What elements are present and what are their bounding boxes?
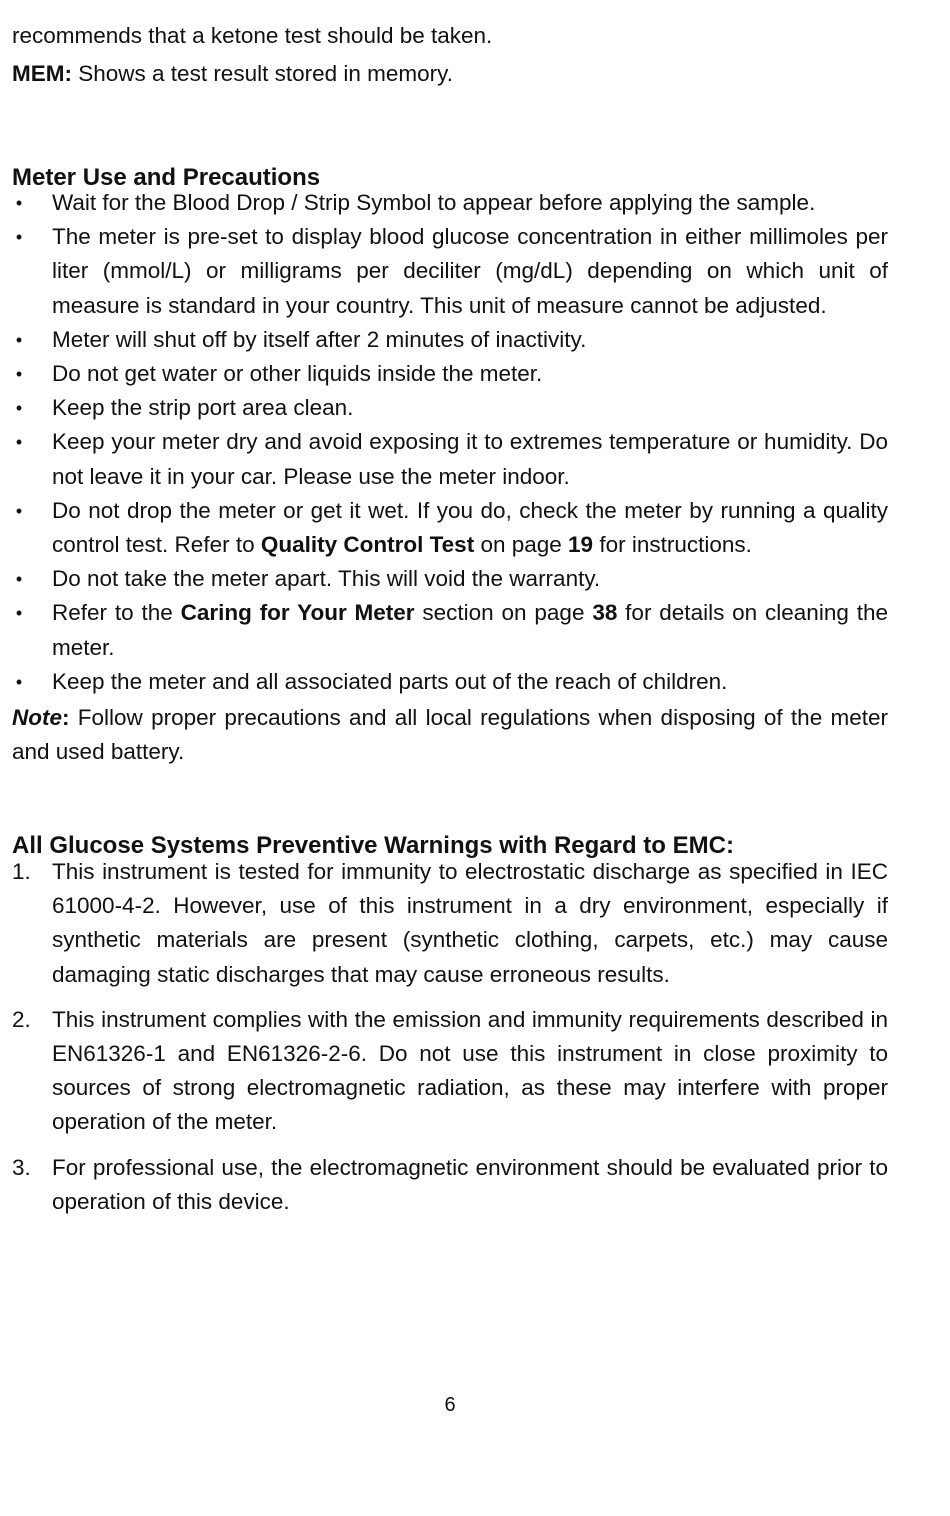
list-item-text: Keep your meter dry and avoid exposing it to extremes temperature or humidity. Do not leave it in your car. Please use the meter indoor. — [52, 429, 888, 489]
list-item-text: This instrument is tested for immunity to electrostatic discharge as specified in IEC 61000-4-2. However, use of this instrument in a dry environment, especially if synthetic materials are present (synthetic clothing, carpets, etc.) may cause damaging static discharges that may cause erroneous results. — [52, 859, 888, 987]
note-text: Follow proper precautions and all local regulations when disposing of the meter and used battery. — [12, 705, 888, 765]
list-item-text: Wait for the Blood Drop / Strip Symbol to appear before applying the sample. — [52, 190, 816, 215]
list-item — [12, 323, 888, 357]
list-item-text-post: for instructions. — [593, 532, 752, 558]
list-item — [12, 562, 888, 596]
bullet-icon: • — [15, 364, 23, 385]
list-item-text-pre: Refer to the — [52, 600, 181, 626]
item-number: 3. — [12, 1154, 31, 1180]
list-item — [12, 855, 888, 992]
mem-description — [12, 57, 453, 91]
list-item-text-pre: Do not drop the meter or get it wet. If you do, check the meter by running a quality control test. Refer to — [52, 497, 888, 558]
emc-warnings-list — [12, 855, 888, 1230]
intro-line: recommends that a ketone test should be taken. — [12, 23, 493, 48]
note-label: Note — [12, 705, 62, 730]
list-item-text: The meter is pre-set to display blood glucose concentration in either millimoles per liter (mmol/L) or milligrams per deciliter (mg/dL) depending on which unit of measure is standard in your country. This unit of measure cannot be adjusted. — [52, 224, 888, 318]
bullet-icon: • — [15, 398, 23, 419]
item-number: 1. — [12, 859, 31, 884]
list-item — [12, 596, 888, 664]
list-item-text-mid: section on page — [414, 600, 593, 626]
list-item-text: Do not get water or other liquids inside the meter. — [52, 361, 543, 387]
list-item — [12, 1151, 888, 1219]
disposal-note — [12, 701, 888, 769]
list-item-text: For professional use, the electromagnetic environment should be evaluated prior to operation of this device. — [52, 1154, 888, 1214]
bullet-icon: • — [15, 227, 23, 248]
bullet-icon: • — [15, 193, 23, 213]
list-item-text: Do not take the meter apart. This will void the warranty. — [52, 566, 601, 592]
page-reference: 38 — [592, 600, 618, 626]
list-item — [12, 220, 888, 323]
mem-label: MEM: — [12, 61, 72, 86]
bullet-icon: • — [15, 603, 23, 624]
bullet-icon: • — [15, 569, 23, 590]
list-item — [12, 425, 888, 493]
section-heading-emc-warnings: All Glucose Systems Preventive Warnings with Regard to EMC: — [12, 831, 734, 859]
quality-control-test-reference: Quality Control Test — [260, 532, 475, 558]
precautions-list — [12, 186, 888, 699]
list-item-text: Keep the meter and all associated parts out of the reach of children. — [52, 668, 728, 694]
note-colon: : — [62, 705, 70, 730]
list-item-text: Keep the strip port area clean. — [52, 395, 354, 421]
bullet-icon: • — [15, 432, 23, 453]
list-item-text: Meter will shut off by itself after 2 minutes of inactivity. — [52, 326, 587, 352]
bullet-icon: • — [15, 329, 23, 350]
list-item — [12, 186, 888, 220]
page-number: 6 — [444, 1394, 456, 1416]
list-item — [12, 665, 888, 699]
bullet-icon: • — [15, 500, 23, 521]
list-item — [12, 1003, 888, 1140]
section-heading-meter-use: Meter Use and Precautions — [12, 163, 321, 191]
list-item-text: This instrument complies with the emission and immunity requirements described in EN61326-1 and EN61326-2-6. Do not use this instrument in close proximity to sources of strong electromagnetic radiation, as these may interfere with proper operation of the meter. — [52, 1006, 888, 1135]
page-reference: 19 — [568, 532, 594, 558]
mem-text: Shows a test result stored in memory. — [72, 61, 453, 86]
list-item-text-mid: on page — [474, 532, 569, 558]
list-item — [12, 494, 888, 562]
list-item — [12, 357, 888, 391]
list-item — [12, 391, 888, 425]
item-number: 2. — [12, 1006, 31, 1032]
bullet-icon: • — [15, 671, 23, 692]
caring-for-meter-reference: Caring for Your Meter — [180, 600, 415, 626]
list-item-text-post: for details on cleaning the meter. — [52, 600, 888, 660]
